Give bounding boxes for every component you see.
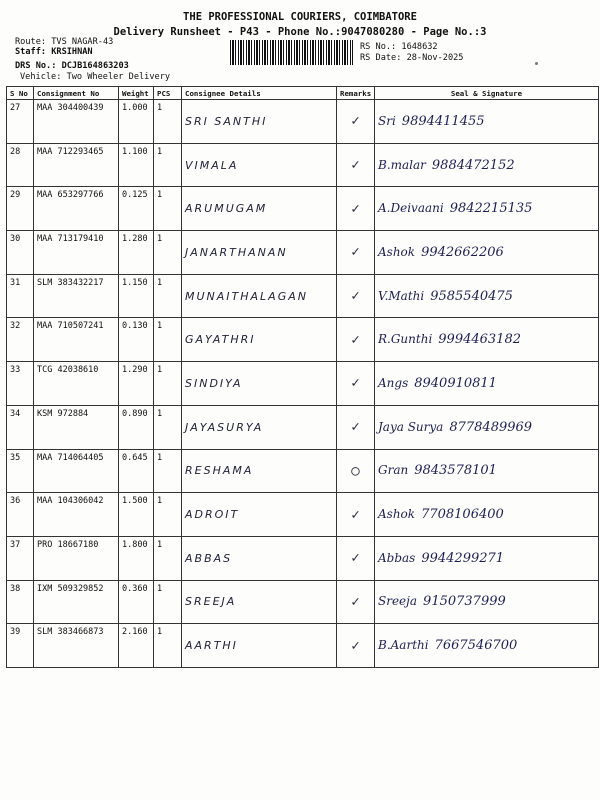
- table-row: [7, 449, 599, 493]
- consignee-cell: MUNAITHALAGAN: [182, 274, 337, 318]
- signature-name: B.malar: [378, 157, 426, 172]
- signature-name: Ashok: [378, 244, 416, 259]
- remarks-cell: ✓: [337, 100, 375, 144]
- pcs-cell: 1: [154, 143, 182, 187]
- remarks-cell: ✓: [337, 624, 375, 668]
- consignment-cell: MAA 104306042: [34, 493, 119, 537]
- signature-phone: 9842215135: [449, 201, 533, 217]
- runsheet-table: [6, 86, 599, 668]
- consignee-cell: JAYASURYA: [182, 405, 337, 449]
- weight-cell: 0.130: [119, 318, 154, 362]
- col-weight: Weight: [119, 87, 154, 100]
- table-row: [7, 100, 599, 144]
- signature-phone: 7667546700: [434, 638, 518, 654]
- weight-cell: 1.000: [119, 100, 154, 144]
- pcs-cell: 1: [154, 274, 182, 318]
- signature-phone: 8940910811: [414, 375, 497, 391]
- signature-cell: [375, 536, 599, 580]
- signature-cell: [375, 231, 599, 275]
- sno-cell: 30: [7, 231, 34, 275]
- remarks-cell: ✓: [337, 536, 375, 580]
- pcs-cell: 1: [154, 362, 182, 406]
- signature-phone: 9150737999: [423, 594, 506, 610]
- remarks-cell: ✓: [337, 231, 375, 275]
- consignment-cell: SLM 383432217: [34, 274, 119, 318]
- remarks-cell: ✓: [337, 362, 375, 406]
- rs-number: RS No.: 1648632: [360, 42, 438, 52]
- signature-cell: [375, 100, 599, 144]
- remarks-cell: ○: [337, 449, 375, 493]
- signature-name: Jaya Surya: [378, 419, 444, 434]
- consignment-cell: MAA 653297766: [34, 187, 119, 231]
- consignee-cell: SREEJA: [182, 580, 337, 624]
- weight-cell: 1.280: [119, 231, 154, 275]
- signature-cell: [375, 624, 599, 668]
- consignee-cell: JANARTHANAN: [182, 231, 337, 275]
- pcs-cell: 1: [154, 231, 182, 275]
- sno-cell: 31: [7, 274, 34, 318]
- barcode: [230, 40, 353, 65]
- pcs-cell: 1: [154, 624, 182, 668]
- consignee-cell: RESHAMA: [182, 449, 337, 493]
- consignment-cell: MAA 710507241: [34, 318, 119, 362]
- pcs-cell: 1: [154, 318, 182, 362]
- signature-cell: [375, 580, 599, 624]
- table-row: [7, 536, 599, 580]
- signature-cell: [375, 449, 599, 493]
- sno-cell: 32: [7, 318, 34, 362]
- signature-name: Gran: [378, 463, 409, 478]
- table-row: [7, 187, 599, 231]
- weight-cell: 1.100: [119, 143, 154, 187]
- remarks-cell: ✓: [337, 187, 375, 231]
- signature-cell: [375, 405, 599, 449]
- weight-cell: 0.125: [119, 187, 154, 231]
- consignment-cell: TCG 42038610: [34, 362, 119, 406]
- col-consignee: Consignee Details: [182, 87, 337, 100]
- signature-phone: 9843578101: [414, 463, 497, 479]
- weight-cell: 1.150: [119, 274, 154, 318]
- signature-cell: [375, 362, 599, 406]
- pcs-cell: 1: [154, 187, 182, 231]
- consignee-cell: SINDIYA: [182, 362, 337, 406]
- runsheet-subtitle: Delivery Runsheet - P43 - Phone No.:9047080280 - Page No.:3: [113, 26, 487, 38]
- sno-cell: 39: [7, 624, 34, 668]
- signature-name: Angs: [378, 375, 409, 390]
- sno-cell: 36: [7, 493, 34, 537]
- table-row: [7, 493, 599, 537]
- pcs-cell: 1: [154, 405, 182, 449]
- staff-label: Staff: KRSIHNAN: [15, 47, 93, 57]
- pcs-cell: 1: [154, 493, 182, 537]
- pcs-cell: 1: [154, 449, 182, 493]
- table-row: [7, 362, 599, 406]
- consignment-cell: PRO 18667180: [34, 536, 119, 580]
- signature-name: R.Gunthi: [378, 332, 433, 347]
- signature-name: Sreeja: [378, 594, 418, 609]
- consignment-cell: IXM 509329852: [34, 580, 119, 624]
- remarks-cell: ✓: [337, 274, 375, 318]
- sno-cell: 37: [7, 536, 34, 580]
- signature-phone: 9944299271: [421, 550, 505, 566]
- remarks-cell: ✓: [337, 493, 375, 537]
- table-row: [7, 580, 599, 624]
- sno-cell: 35: [7, 449, 34, 493]
- signature-name: B.Aarthi: [378, 638, 429, 653]
- remarks-cell: ✓: [337, 580, 375, 624]
- remarks-cell: ✓: [337, 318, 375, 362]
- table-row: [7, 405, 599, 449]
- weight-cell: 0.645: [119, 449, 154, 493]
- signature-cell: [375, 318, 599, 362]
- sno-cell: 28: [7, 143, 34, 187]
- consignee-cell: VIMALA: [182, 143, 337, 187]
- weight-cell: 1.290: [119, 362, 154, 406]
- sno-cell: 34: [7, 405, 34, 449]
- weight-cell: 0.890: [119, 405, 154, 449]
- signature-cell: [375, 143, 599, 187]
- consignment-cell: MAA 713179410: [34, 231, 119, 275]
- table-row: [7, 143, 599, 187]
- remarks-cell: ✓: [337, 143, 375, 187]
- sno-cell: 33: [7, 362, 34, 406]
- route-label: Route: TVS NAGAR-43: [15, 37, 114, 47]
- sno-cell: 29: [7, 187, 34, 231]
- consignee-cell: GAYATHRI: [182, 318, 337, 362]
- signature-phone: 8778489969: [449, 419, 533, 435]
- consignee-cell: ARUMUGAM: [182, 187, 337, 231]
- speck: [535, 62, 538, 65]
- drs-number: DRS No.: DCJB164863203: [15, 61, 129, 71]
- consignment-cell: MAA 714064405: [34, 449, 119, 493]
- signature-phone: 7708106400: [421, 507, 504, 523]
- vehicle-label: Vehicle: Two Wheeler Delivery: [20, 72, 171, 82]
- signature-cell: [375, 187, 599, 231]
- pcs-cell: 1: [154, 536, 182, 580]
- col-sno: S No: [7, 87, 34, 100]
- table-row: [7, 318, 599, 362]
- sno-cell: 27: [7, 100, 34, 144]
- consignee-cell: AARTHI: [182, 624, 337, 668]
- remarks-cell: ✓: [337, 405, 375, 449]
- pcs-cell: 1: [154, 100, 182, 144]
- consignment-cell: MAA 712293465: [34, 143, 119, 187]
- pcs-cell: 1: [154, 580, 182, 624]
- signature-cell: [375, 493, 599, 537]
- consignment-cell: MAA 304400439: [34, 100, 119, 144]
- signature-phone: 9585540475: [430, 288, 513, 304]
- signature-name: V.Mathi: [378, 288, 425, 303]
- signature-phone: 9994463182: [438, 332, 521, 348]
- weight-cell: 0.360: [119, 580, 154, 624]
- company-title: THE PROFESSIONAL COURIERS, COIMBATORE: [183, 11, 417, 23]
- weight-cell: 1.500: [119, 493, 154, 537]
- table-row: [7, 231, 599, 275]
- rs-date: RS Date: 28-Nov-2025: [360, 53, 464, 63]
- signature-cell: [375, 274, 599, 318]
- table-header-row: [7, 87, 599, 100]
- table-row: [7, 274, 599, 318]
- signature-phone: 9894411455: [401, 113, 485, 129]
- consignee-cell: SRI SANTHI: [182, 100, 337, 144]
- consignee-cell: ADROIT: [182, 493, 337, 537]
- weight-cell: 1.800: [119, 536, 154, 580]
- signature-name: A.Deivaani: [378, 201, 444, 216]
- col-signature: Seal & Signature: [375, 87, 599, 100]
- signature-name: Ashok: [378, 507, 416, 522]
- signature-name: Sri: [378, 113, 396, 128]
- signature-name: Abbas: [378, 550, 416, 565]
- col-remarks: Remarks: [337, 87, 375, 100]
- consignment-cell: SLM 383466873: [34, 624, 119, 668]
- signature-phone: 9942662206: [421, 244, 504, 260]
- sno-cell: 38: [7, 580, 34, 624]
- consignment-cell: KSM 972884: [34, 405, 119, 449]
- signature-phone: 9884472152: [431, 157, 515, 173]
- col-consignment: Consignment No: [34, 87, 119, 100]
- table-row: [7, 624, 599, 668]
- weight-cell: 2.160: [119, 624, 154, 668]
- consignee-cell: ABBAS: [182, 536, 337, 580]
- col-pcs: PCS: [154, 87, 182, 100]
